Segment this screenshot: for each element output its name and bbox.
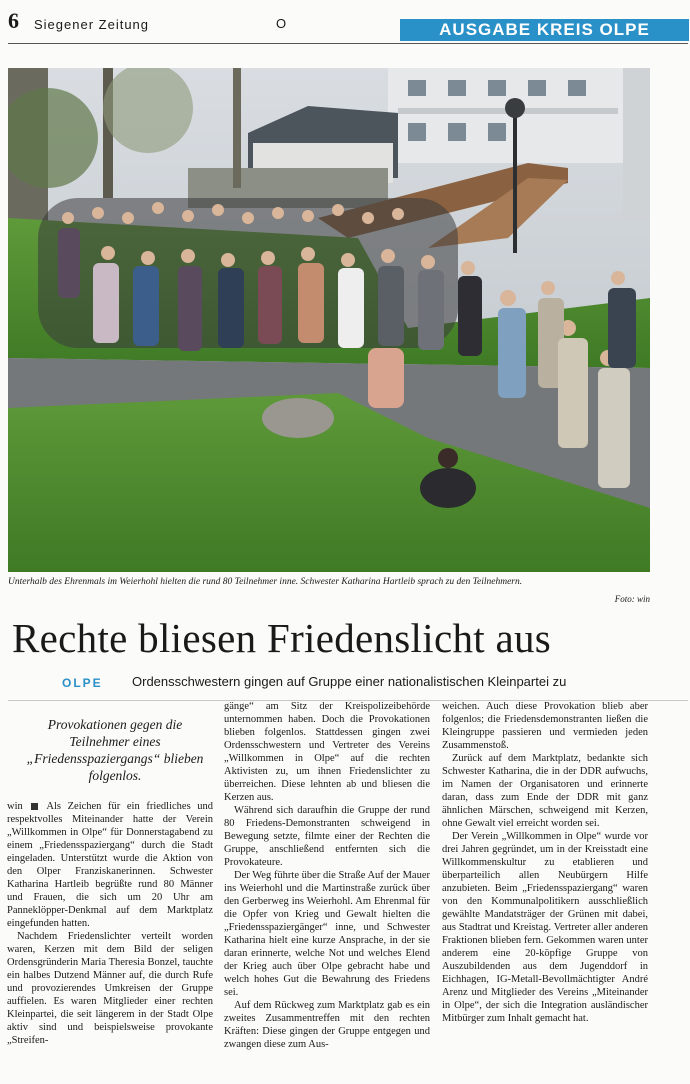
location-kicker: OLPE <box>62 676 103 690</box>
edition-banner: AUSGABE KREIS OLPE <box>400 19 689 41</box>
paragraph: Während sich daraufhin die Gruppe der rund 80 Friedens-Demonstranten schweigend in Bewegung setzte, filmte einer der Rechten die Gruppe, anschließend entfernten sich die Provokateure. <box>224 805 430 868</box>
paragraph: Der Verein „Willkommen in Olpe“ wurde vor drei Jahren gegründet, um in der Kreisstadt eine Willkommenskultur zu etablieren und überparteilich allen Neubürgern Hilfe anzubieten. Beim „Friedensspaziergang“ waren von den Kommunalpolitikern ausschließlich gewählte Mandatsträger der Grünen mit dabei, aus Stadtrat und Kreistag. Vertreter aller anderen Fraktionen blieben fern. Gekommen waren unter anderem eine 20-köpfige Gruppe von Auszubildenden aus dem Jugenddorf in Eichhagen, IG-Metall-Bevollmächtigter André Arenz und Mitglieder des Vereins „Miteinander in Olpe“, der sich die Integration ausländischer Mitbürger zum Inhalt gemacht hat. <box>442 831 648 1024</box>
article-column-3 <box>442 700 648 1025</box>
paragraph: gänge“ am Sitz der Kreispolizeibehörde unternommen haben. Doch die Provokationen blieben folgenlos. Stattdessen gingen zwei Ordensschwestern und Vertreter des Vereins „Willkommen in Olpe“ auf die rechten Aktivisten zu, um ihnen Friedenslichter zu überreichen. Diese lehnten ab und bliesen die Kerzen aus. <box>224 701 430 803</box>
paragraph: Auf dem Rückweg zum Marktplatz gab es ein zweites Zusammentreffen mit den rechten Kräften: Diese gingen der Gruppe entgegen und zwangen diese zum Aus- <box>224 1000 430 1050</box>
header-mark: O <box>276 16 287 31</box>
paragraph: Nachdem Friedenslichter verteilt worden waren, Kerzen mit dem Bild der seligen Ordensgründerin Maria Theresia Bonzel, tauchte ein halbes Dutzend Männer auf, die durch Rufe und provozierendes Umkreisen der Gruppe auffielen. Es waren Mitglieder einer rechten Kleinpartei, die seit längerem in der Stadt Olpe aktiv sind und beispielsweise provokante „Streifen- <box>7 931 213 1046</box>
photo-caption: Unterhalb des Ehrenmals im Weierhohl hielten die rund 80 Teilnehmer inne. Schwester Katharina Hartleib sprach zu den Teilnehmern. <box>8 577 523 587</box>
paragraph: win Als Zeichen für ein friedliches und respektvolles Miteinander hatte der Verein „Willkommen in Olpe“ für Donnerstagabend zu einem „Friedensspaziergang“ durch die Stadt eingeladen. Unterstützt wurde die Aktion von den Olper Franziskanerinnen. Schwester Katharina Hartleib begrüßte rund 80 Männer und Frauen, die sich um 20 Uhr am Panneklöpper-Denkmal auf dem Marktplatz eingefunden hatten. <box>7 801 214 929</box>
page-number: 6 <box>8 8 19 33</box>
article-column-2 <box>224 700 430 1051</box>
article-headline: Rechte bliesen Friedenslicht aus <box>12 615 552 661</box>
paragraph: Zurück auf dem Marktplatz, bedankte sich Schwester Katharina, die in der DDR aufwuchs, im Namen der Organisatoren und erinnerte daran, dass zum Ende der DDR mit ganz ähnlichen Märschen, schweigend mit Kerzen, ohne Gewalt viel erreicht worden sei. <box>442 753 648 829</box>
header-rule <box>8 43 688 44</box>
article-teaser: Provokationen gegen die Teilnehmer eines „Friedensspaziergangs“ blieben folgenlos. <box>26 717 204 783</box>
article-photo <box>8 68 650 572</box>
paragraph: Der Weg führte über die Straße Auf der Mauer ins Weierhohl und die Martinstraße zurück über den Gerberweg ins Weierhohl. Am Ehrenmal für die Opfer von Krieg und Gewalt hielten die „Friedensspaziergänger“ inne, und Schwester Katharina hielt eine kurze Ansprache, in der sie daran erinnerte, welche Not und welches Elend der Krieg auch über Olpe gebracht habe und welch hohes Gut die Bewahrung des Friedens sei. <box>224 870 430 998</box>
article-subheadline: Ordensschwestern gingen auf Gruppe einer nationalistischen Kleinpartei zu <box>132 674 567 689</box>
paragraph: weichen. Auch diese Provokation blieb aber folgenlos; die Friedensdemonstranten ließen die Kleingruppe passieren und vermieden jeden Zusammenstoß. <box>442 701 648 751</box>
page-header <box>0 0 690 44</box>
newspaper-name: Siegener Zeitung <box>34 17 150 32</box>
photo-credit: Foto: win <box>614 594 650 604</box>
byline-square-icon <box>31 803 38 810</box>
byline: win <box>7 801 23 812</box>
article-column-1 <box>7 800 213 1047</box>
